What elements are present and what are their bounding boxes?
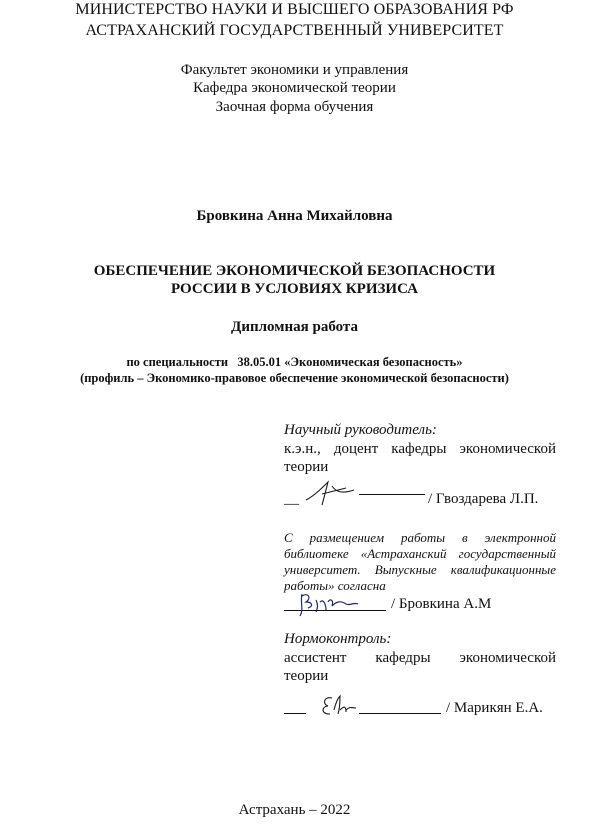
consent-line-2: библиотеке «Астраханский государственный [284, 546, 556, 561]
supervisor-signature-prefix: __ [284, 491, 299, 507]
normcontrol-signature-icon [318, 692, 358, 718]
department-name: Кафедра экономической теории [193, 80, 396, 96]
supervisor-signature-icon [302, 478, 362, 508]
normcontrol-heading: Нормоконтроль: [284, 631, 392, 647]
study-form: Заочная форма обучения [215, 99, 374, 115]
consent-name: / Бровкина А.М [391, 596, 492, 612]
specialty-line-2: (профиль – Экономико-правовое обеспечение экономической безопасности) [80, 371, 509, 385]
ministry-title: МИНИСТЕРСТВО НАУКИ И ВЫСШЕГО ОБРАЗОВАНИЯ РФ [75, 1, 514, 18]
supervisor-position-line-1: к.э.н., доцент кафедры экономической [284, 441, 556, 457]
thesis-title-line-2: РОССИИ В УСЛОВИЯХ КРИЗИСА [170, 281, 419, 297]
consent-line-1: С размещением работы в электронной [284, 530, 556, 545]
normcontrol-name: / Марикян Е.А. [446, 700, 543, 716]
faculty-name: Факультет экономики и управления [180, 62, 409, 78]
supervisor-signature-line [359, 494, 425, 495]
supervisor-name: / Гвоздарева Л.П. [428, 491, 539, 507]
specialty-line-1: по специальности 38.05.01 «Экономическая безопасность» [126, 355, 463, 369]
author-name: Бровкина Анна Михайловна [196, 208, 393, 224]
supervisor-heading: Научный руководитель: [284, 422, 437, 438]
work-type: Дипломная работа [231, 319, 358, 335]
consent-line-3: университет. Выпускные квалификационные [284, 562, 556, 577]
city-year: Астрахань – 2022 [238, 802, 351, 818]
consent-line-4: работы» согласна [284, 578, 386, 593]
university-title: АСТРАХАНСКИЙ ГОСУДАРСТВЕННЫЙ УНИВЕРСИТЕТ [85, 22, 504, 39]
normcontrol-position-line-2: теории [284, 668, 329, 684]
normcontrol-position-line-1: ассистент кафедры экономической [284, 650, 556, 666]
normcontrol-signature-line-right [359, 713, 441, 714]
normcontrol-signature-line-left [284, 713, 306, 714]
supervisor-position-line-2: теории [284, 459, 329, 475]
thesis-title-line-1: ОБЕСПЕЧЕНИЕ ЭКОНОМИЧЕСКОЙ БЕЗОПАСНОСТИ [93, 263, 496, 279]
consent-signature-icon [296, 588, 366, 618]
